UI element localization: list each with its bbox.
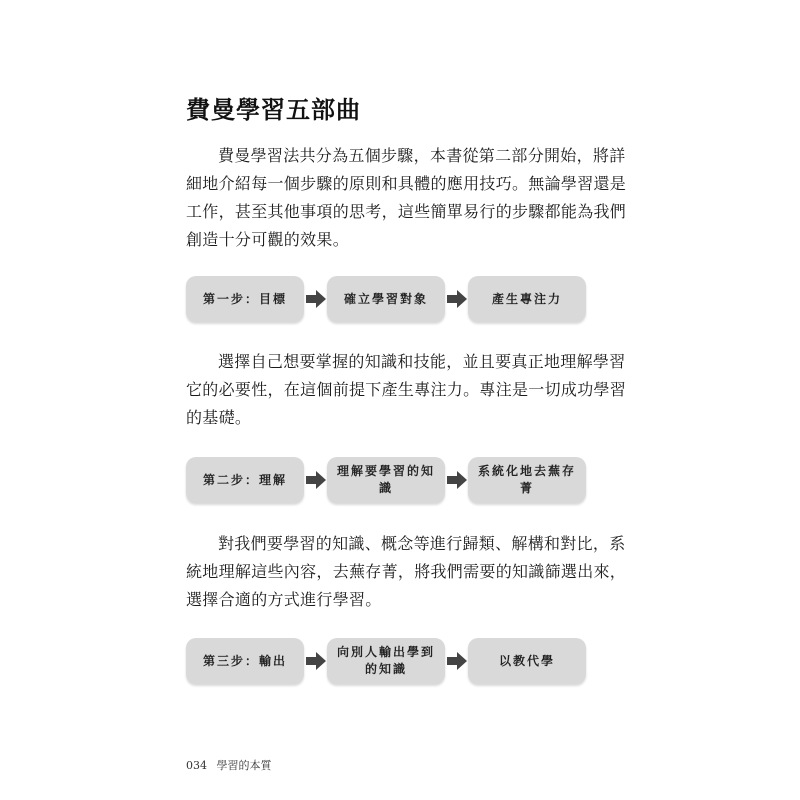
flow-box-result: 以教代學 [468,638,586,684]
running-title: 學習的本質 [216,759,272,772]
paragraph-step-2 [186,530,627,614]
paragraph-line: 選擇合適的方式進行學習。 [186,590,382,609]
right-arrow-icon [447,471,467,489]
right-arrow-icon [306,290,326,308]
flow-box-step-label: 第三步：輸出 [186,638,304,684]
paragraph-line: 細地介紹每一個步驟的原則和具體的應用技巧。無論學習還是 [186,174,627,193]
paragraph-line: 統地理解這些內容，去蕪存菁，將我們需要的知識篩選出來， [186,562,627,581]
flow-box-step-label: 第一步：目標 [186,276,304,322]
paragraph-intro [186,142,627,254]
flow-box-result: 產生專注力 [468,276,586,322]
right-arrow-icon [447,652,467,670]
paragraph-line: 選擇自己想要掌握的知識和技能，並且要真正地理解學習 [218,352,626,371]
paragraph-line: 對我們要學習的知識、概念等進行歸類、解構和對比，系 [218,534,626,553]
right-arrow-icon [306,652,326,670]
page-footer [186,757,272,773]
flow-step-1 [186,276,588,322]
section-title: 費曼學習五部曲 [186,96,361,124]
paragraph-line: 費曼學習法共分為五個步驟，本書從第二部分開始，將詳 [218,146,626,165]
flow-box-action: 向別人輸出學到的知識 [327,638,445,684]
paragraph-line: 它的必要性，在這個前提下產生專注力。專注是一切成功學習 [186,380,627,399]
flow-box-step-label: 第二步：理解 [186,457,304,503]
paragraph-step-1 [186,348,627,432]
page-number: 034 [186,759,207,772]
right-arrow-icon [306,471,326,489]
paragraph-line: 創造十分可觀的效果。 [186,230,350,249]
flow-box-result: 系統化地去蕪存菁 [468,457,586,503]
paragraph-line: 的基礎。 [186,408,252,427]
flow-box-action: 確立學習對象 [327,276,445,322]
flow-step-3 [186,638,588,684]
flow-box-action: 理解要學習的知識 [327,457,445,503]
right-arrow-icon [447,290,467,308]
paragraph-line: 工作，甚至其他事項的思考，這些簡單易行的步驟都能為我們 [186,202,627,221]
flow-step-2 [186,457,588,503]
